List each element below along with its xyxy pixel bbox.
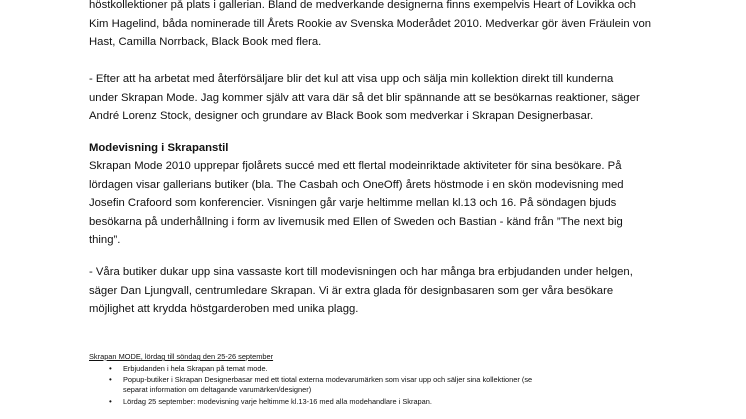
text-line: möjlighet att krydda höstgarderoben med unika plagg.	[89, 303, 359, 316]
text-line: Hast, Camilla Norrback, Black Book med flera.	[89, 36, 322, 49]
bullet-icon: •	[109, 375, 112, 384]
text-line: Kim Hagelind, båda nominerade till Årets Rookie av Svenska Moderådet 2010. Medverkar gör även Fräulein von	[89, 17, 652, 30]
paragraph-quote-ljungvall	[89, 263, 633, 319]
event-summary-title: Skrapan MODE, lördag till söndag den 25-26 september	[89, 352, 274, 361]
text-line: Skrapan Mode 2010 upprepar fjolårets succé med ett flertal modeinriktade aktiviteter för sina besökare. På	[89, 160, 622, 172]
text-line: lördagen visar gallerians butiker (bla. The Casbah och OneOff) årets höstmode i en skön modevisning med	[89, 178, 624, 191]
paragraph-quote-stock	[89, 70, 640, 126]
event-bullet-list	[89, 364, 669, 408]
list-item	[89, 397, 669, 408]
list-item	[89, 375, 669, 397]
text-line: höstkollektioner på plats i gallerian. Bland de medverkande designerna finns exempelvis Heart of Lovikka och	[89, 0, 636, 11]
text-line: André Lorenz Stock, designer och grundare av Black Book som medverkar i Skrapan Designerbasar.	[89, 110, 594, 123]
section-heading: Modevisning i Skrapanstil	[89, 142, 229, 154]
text-line: thing”.	[89, 234, 121, 247]
text-line: under Skrapan Mode. Jag kommer själv att vara där så det blir spännande att se besökarnas reaktioner, säger	[89, 91, 640, 104]
text-line: Josefin Crafoord som konferencier. Visningen går varje heltimme mellan kl.13 och 16. På söndagen bjuds	[89, 197, 617, 210]
text-line: säger Dan Ljungvall, centrumledare Skrapan. Vi är extra glada för designbasaren som ger våra besökare	[89, 284, 614, 297]
text-line: - Efter att ha arbetat med återförsäljare blir det kul att visa upp och sälja min kollektion direkt till kunderna	[89, 73, 614, 85]
bullet-icon: •	[109, 397, 112, 406]
text-line: Erbjudanden i hela Skrapan på temat mode.	[123, 364, 268, 373]
text-line: Popup-butiker i Skrapan Designerbasar med ett tiotal externa modevarumärken som visar upp och säljer sina kollektioner (se	[123, 375, 533, 384]
paragraph-modevisning	[89, 157, 624, 250]
bullet-icon: •	[109, 364, 112, 373]
text-line: Lördag 25 september: modevisning varje heltimme kl.13-16 med alla modehandlare i Skrapan.	[123, 397, 432, 406]
list-item	[89, 364, 669, 375]
paragraph-designers	[89, 0, 651, 52]
text-line: separat information om deltagande varumärken/designer)	[123, 385, 312, 395]
text-line: besökarna på underhållning i form av livemusik med Ellen of Sweden och Bastian - känd från ”The next big	[89, 215, 623, 228]
text-line: - Våra butiker dukar upp sina vassaste kort till modevisningen och har många bra erbjudanden under helgen,	[89, 266, 633, 278]
